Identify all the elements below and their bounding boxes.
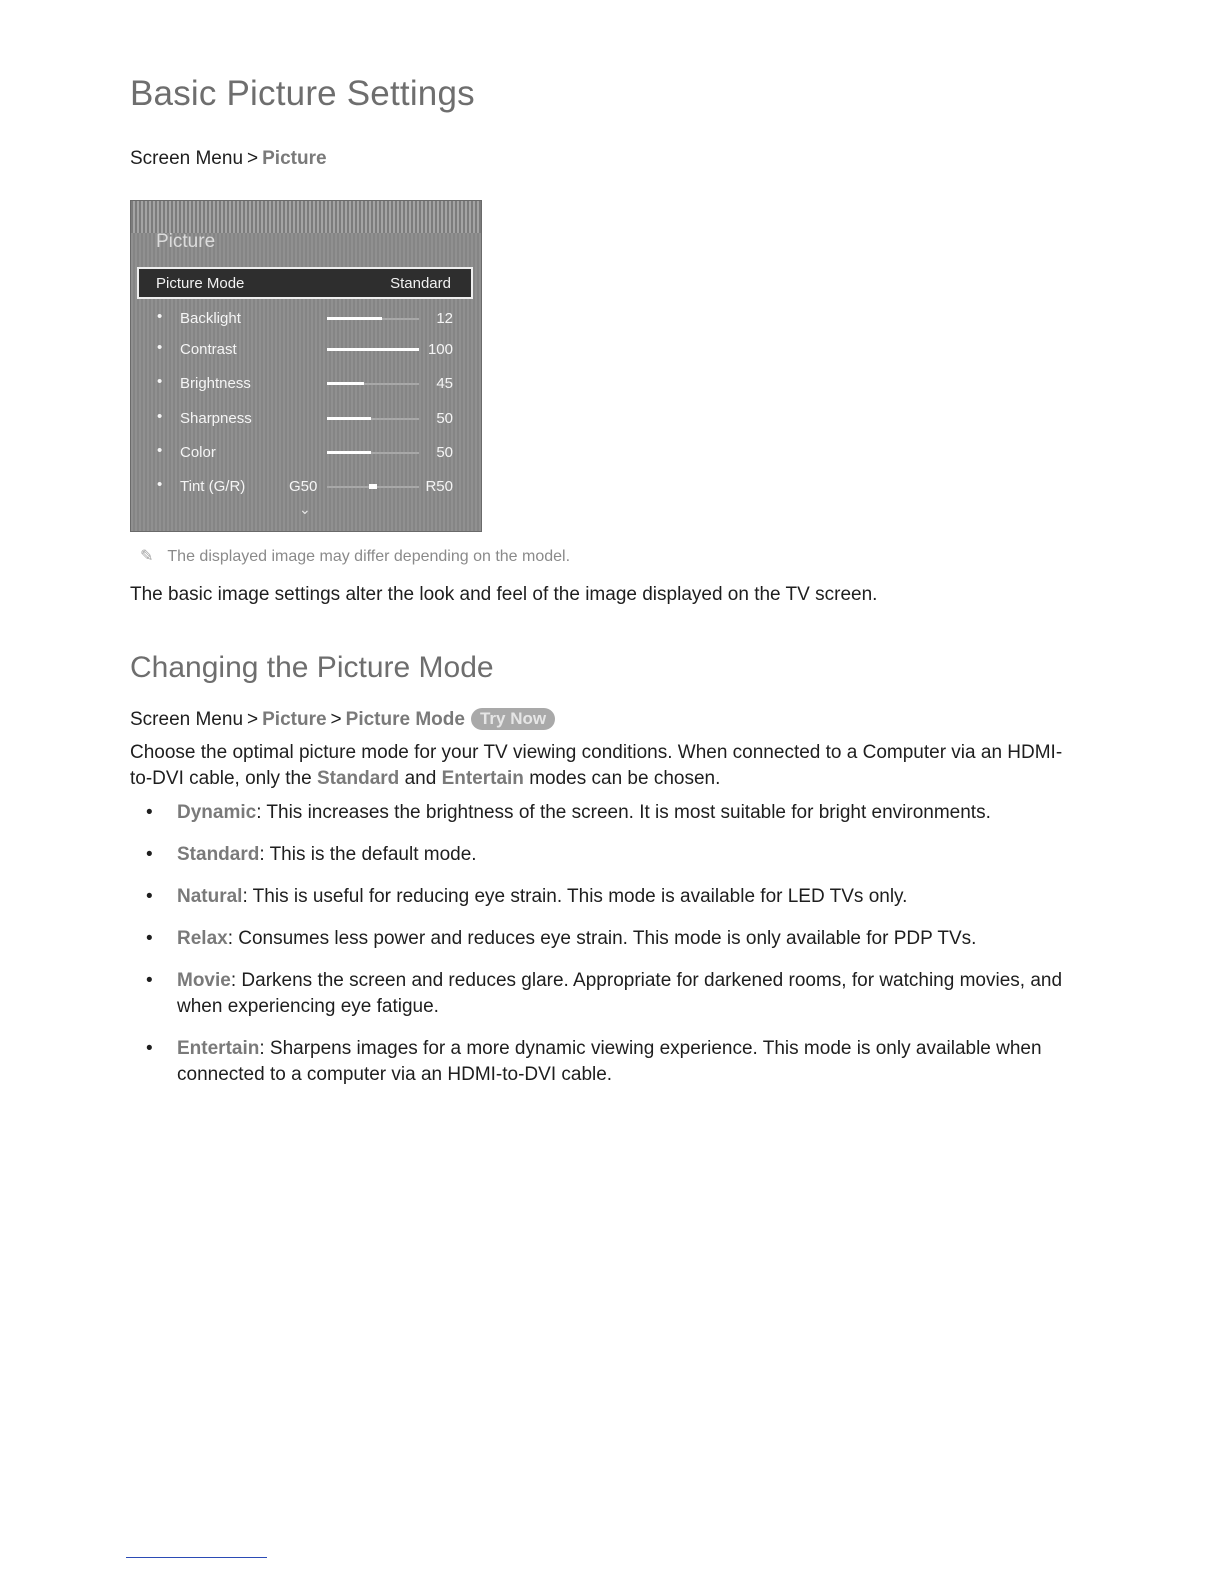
slider-fill bbox=[327, 451, 371, 454]
list-item bbox=[130, 800, 1090, 826]
picture-mode-paragraph bbox=[130, 740, 1080, 792]
setting-row-brightness[interactable] bbox=[131, 373, 483, 397]
mode-term: Relax bbox=[177, 928, 228, 949]
breadcrumb-root: Screen Menu bbox=[130, 148, 244, 169]
chevron-down-icon[interactable]: ⌄ bbox=[299, 501, 311, 517]
slider-track[interactable] bbox=[327, 318, 419, 320]
footnote-divider bbox=[126, 1557, 267, 1558]
term-standard: Standard bbox=[316, 768, 400, 789]
slider-track[interactable] bbox=[327, 452, 419, 454]
setting-label: Contrast bbox=[180, 341, 237, 358]
bullet-icon: • bbox=[157, 373, 163, 390]
panel-title: Picture bbox=[156, 231, 216, 252]
slider-fill bbox=[327, 317, 382, 320]
setting-value: 45 bbox=[436, 375, 453, 392]
mode-desc: : This is the default mode. bbox=[259, 844, 477, 865]
note-text: The displayed image may differ depending on the model. bbox=[167, 548, 571, 565]
setting-label: Sharpness bbox=[180, 410, 252, 427]
mode-term: Movie bbox=[177, 970, 231, 991]
pencil-icon: ✎ bbox=[140, 548, 154, 565]
mode-desc: : Darkens the screen and reduces glare. Appropriate for darkened rooms, for watching movies, and when experiencing eye fatigue. bbox=[177, 970, 1063, 1017]
setting-value: 100 bbox=[427, 341, 453, 358]
setting-row-sharpness[interactable] bbox=[131, 408, 483, 432]
breadcrumb bbox=[130, 708, 555, 731]
list-item bbox=[130, 884, 1090, 910]
mode-desc: : This is useful for reducing eye strain. This mode is available for LED TVs only. bbox=[242, 886, 908, 907]
slider-track[interactable] bbox=[327, 349, 419, 351]
slider-track[interactable] bbox=[327, 418, 419, 420]
tint-slider-knob[interactable] bbox=[369, 484, 377, 489]
picture-mode-label: Picture Mode bbox=[156, 275, 245, 292]
para-text: and bbox=[399, 768, 442, 789]
bullet-icon: • bbox=[157, 476, 163, 493]
intro-paragraph: The basic image settings alter the look and feel of the image displayed on the TV screen. bbox=[130, 584, 878, 605]
setting-value: 12 bbox=[436, 310, 453, 327]
bullet-icon: • bbox=[157, 442, 163, 459]
breadcrumb-separator: > bbox=[247, 148, 259, 169]
setting-row-contrast[interactable] bbox=[131, 339, 483, 363]
tint-slider-track[interactable] bbox=[327, 486, 419, 488]
list-item bbox=[130, 968, 1090, 1020]
bullet-icon: • bbox=[157, 308, 163, 325]
breadcrumb bbox=[130, 148, 327, 170]
slider-fill bbox=[327, 382, 364, 385]
panel-header-texture bbox=[131, 201, 481, 233]
breadcrumb-separator: > bbox=[330, 709, 342, 730]
note bbox=[140, 546, 570, 566]
breadcrumb-item-picture-mode[interactable]: Picture Mode bbox=[345, 709, 465, 730]
breadcrumb-item-picture[interactable]: Picture bbox=[262, 709, 327, 730]
breadcrumb-root: Screen Menu bbox=[130, 709, 244, 730]
para-text: Choose the optimal picture mode for your TV viewing conditions. When connected to a Computer via an HDMI-to-DVI cable, only the bbox=[130, 742, 1063, 789]
setting-row-color[interactable] bbox=[131, 442, 483, 466]
mode-term: Entertain bbox=[177, 1038, 260, 1059]
picture-mode-list bbox=[130, 800, 1090, 1104]
slider-track[interactable] bbox=[327, 383, 419, 385]
list-item bbox=[130, 1036, 1090, 1088]
setting-label: Color bbox=[180, 444, 216, 461]
para-text: modes can be chosen. bbox=[523, 768, 721, 789]
slider-fill bbox=[327, 348, 419, 351]
mode-term: Dynamic bbox=[177, 802, 257, 823]
setting-label: Backlight bbox=[180, 310, 241, 327]
picture-mode-value: Standard bbox=[390, 275, 451, 292]
setting-row-backlight[interactable] bbox=[131, 308, 483, 332]
setting-label: Tint (G/R) bbox=[180, 478, 246, 495]
bullet-icon: • bbox=[157, 408, 163, 425]
section-heading: Changing the Picture Mode bbox=[130, 651, 494, 684]
breadcrumb-item-picture[interactable]: Picture bbox=[262, 148, 327, 169]
breadcrumb-separator: > bbox=[247, 709, 259, 730]
picture-mode-row[interactable] bbox=[137, 267, 473, 299]
mode-term: Standard bbox=[177, 844, 260, 865]
slider-fill bbox=[327, 417, 371, 420]
mode-desc: : Sharpens images for a more dynamic viewing experience. This mode is only available when connected to a computer via an HDMI-to-DVI cable. bbox=[177, 1038, 1042, 1085]
setting-value: 50 bbox=[436, 410, 453, 427]
try-now-button[interactable]: Try Now bbox=[471, 708, 555, 730]
list-item bbox=[130, 842, 1090, 868]
mode-desc: : This increases the brightness of the screen. It is most suitable for bright environments. bbox=[256, 802, 991, 823]
mode-term: Natural bbox=[177, 886, 243, 907]
term-entertain: Entertain bbox=[441, 768, 524, 789]
list-item bbox=[130, 926, 1090, 952]
setting-label: Brightness bbox=[180, 375, 251, 392]
mode-desc: : Consumes less power and reduces eye strain. This mode is only available for PDP TVs. bbox=[227, 928, 977, 949]
page-title: Basic Picture Settings bbox=[130, 74, 475, 113]
setting-value: 50 bbox=[436, 444, 453, 461]
picture-menu-panel bbox=[130, 200, 482, 532]
tint-red-value: R50 bbox=[425, 478, 453, 495]
tint-green-value: G50 bbox=[289, 478, 318, 495]
bullet-icon: • bbox=[157, 339, 163, 356]
setting-row-tint[interactable] bbox=[131, 476, 483, 500]
